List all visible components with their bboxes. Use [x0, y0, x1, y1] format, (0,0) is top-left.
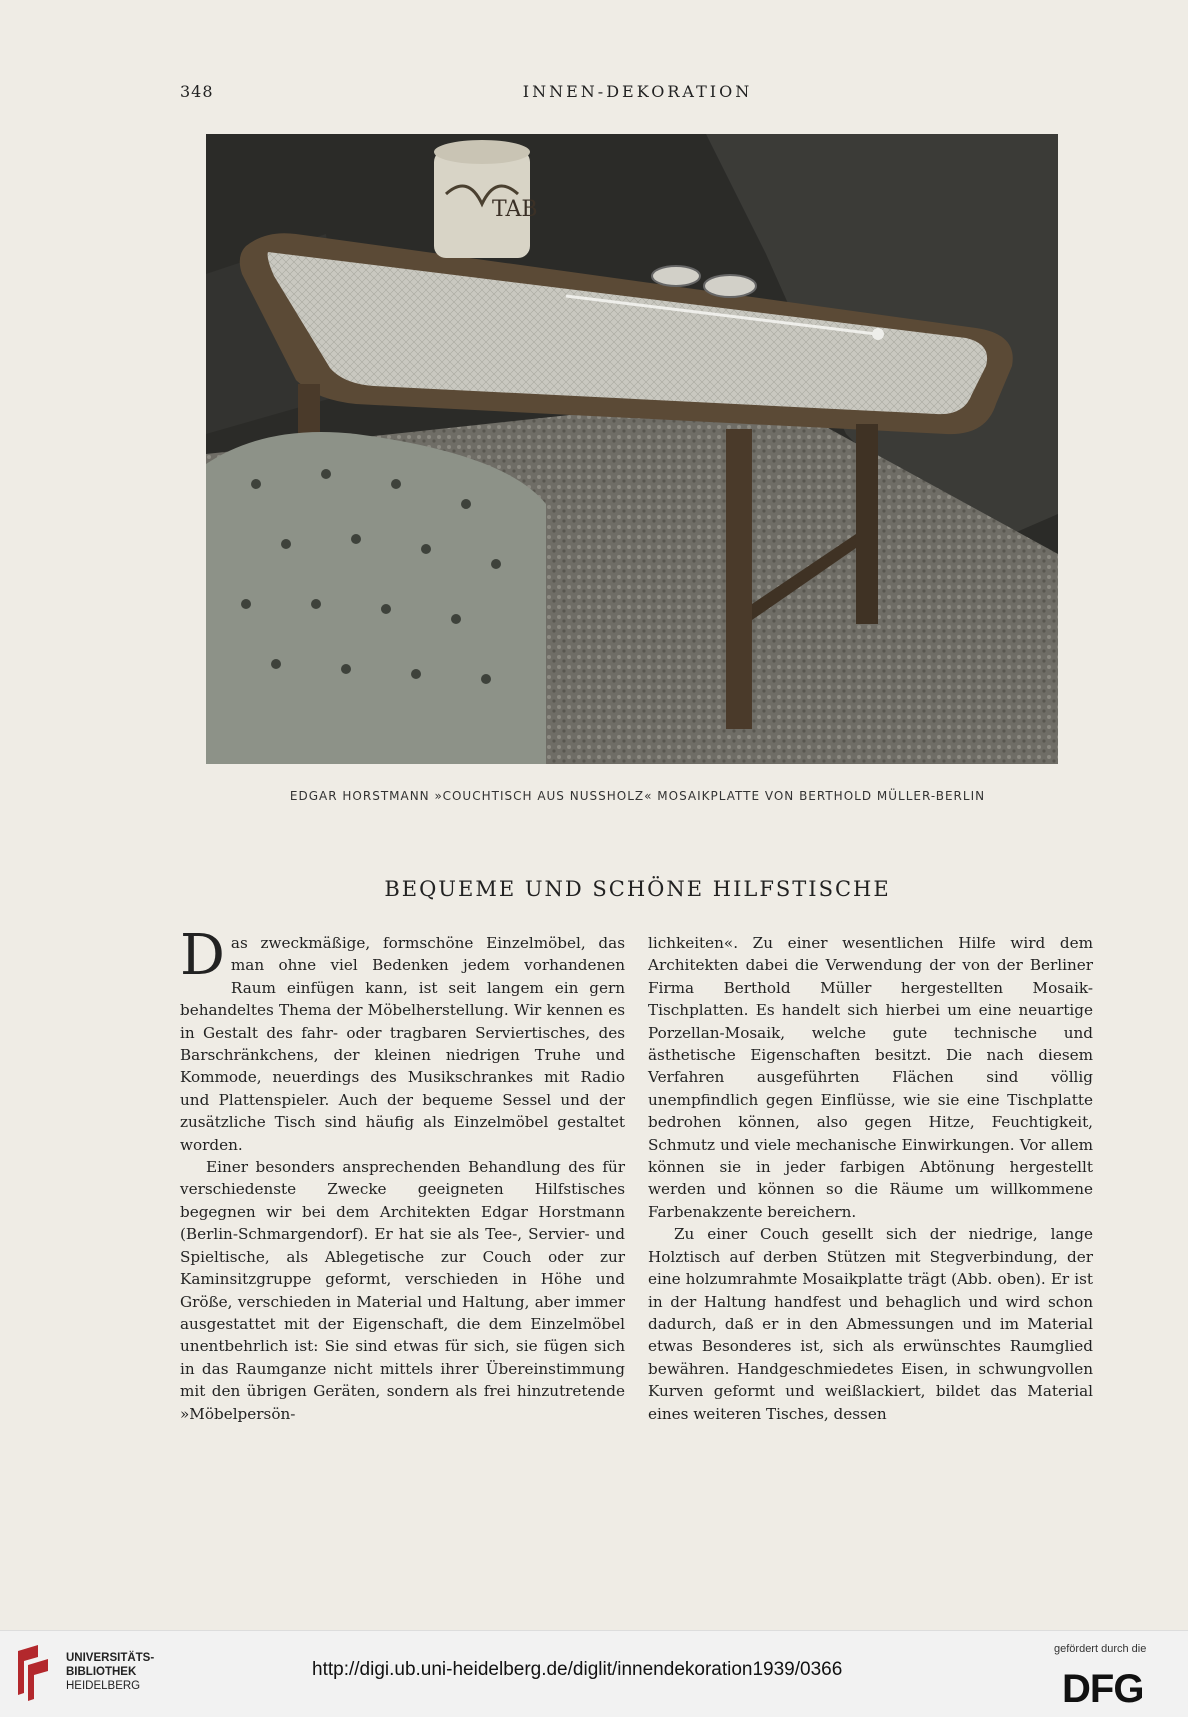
university-library-logo-icon: [14, 1643, 54, 1703]
permalink-url[interactable]: http://digi.ub.uni-heidelberg.de/diglit/innendekoration1939/0366: [312, 1659, 843, 1680]
digitization-footer: [0, 1630, 1188, 1717]
paragraph-text: as zweckmäßige, formschöne Einzelmöbel, das man ohne viel Bedenken jedem vorhandenen Raum einfügen kann, ist seit langem ein gern behandeltes Thema der Möbelherstellung. Wir kennen es in Gestalt des fahr- oder tragbaren Serviertisches, des Barschränkchens, der kleinen niedrigen Truhe und Kommode, neuerdings des Musikschrankes mit Radio und Plattenspieler. Auch der bequeme Sessel und der zusätzliche Tisch sind häufig als Einzelmöbel gestaltet worden.: [180, 934, 625, 1154]
paragraph: [180, 923, 625, 1156]
library-name: [66, 1651, 154, 1693]
article-title: BEQUEME UND SCHÖNE HILFSTISCHE: [384, 877, 891, 901]
paragraph: lichkeiten«. Zu einer wesentlichen Hilfe wird dem Architekten dabei die Verwendung der von der Berliner Firma Berthold Müller hergestellten Mosaik-Tischplatten. Es handelt sich hierbei um eine neuartige Porzellan-Mosaik, welche gute technische und ästhetische Eigenschaften besitzt. Die nach diesem Verfahren ausgeführten Flächen sind völlig unempfindlich gegen Einflüsse, wie sie eine Tischplatte bedrohen können, also gegen Hitze, Feuchtigkeit, Schmutz und viele mechanische Einwirkungen. Vor allem können sie in jeder farbigen Abtönung hergestellt werden und können so die Räume um willkommene Farbenakzente bereichern.: [648, 934, 1093, 1221]
text-column-right: [648, 932, 1093, 1425]
funded-by-text: gefördert durch die: [1054, 1643, 1147, 1655]
page-number: 348: [180, 82, 214, 101]
dfg-logo: DFG: [1062, 1667, 1144, 1711]
jar-label: TAB: [492, 197, 538, 222]
running-title: INNEN-DEKORATION: [522, 82, 753, 101]
text-column-left: [180, 923, 625, 1425]
library-name-line: UNIVERSITÄTS-: [66, 1652, 155, 1664]
library-name-line: BIBLIOTHEK: [66, 1666, 137, 1678]
figure-caption: EDGAR HORSTMANN »COUCHTISCH AUS NUSSHOLZ« MOSAIKPLATTE VON BERTHOLD MÜLLER-BERLIN: [289, 789, 986, 803]
table-photograph: [206, 134, 1058, 764]
drop-cap: D: [180, 923, 225, 988]
photo-illustration: [206, 134, 1058, 764]
library-name-line: HEIDELBERG: [66, 1680, 141, 1692]
paragraph: Zu einer Couch gesellt sich der niedrige, lange Holztisch auf derben Stützen mit Stegverbindung, der eine holzumrahmte Mosaikplatte trägt (Abb. oben). Er ist in der Haltung handfest und behaglich und wird schon dadurch, daß er in den Abmessungen und im Material etwas Besonderes ist, sich als erwünschtes Raumglied bewähren. Handgeschmiedetes Eisen, in schwungvollen Kurven geformt und weißlackiert, bildet das Material eines weiteren Tisches, dessen: [648, 1225, 1093, 1423]
paragraph: Einer besonders ansprechenden Behandlung des für verschiedenste Zwecke geeigneten Hilfstisches begegnen wir bei dem Architekten Edgar Horstmann (Berlin-Schmargendorf). Er hat sie als Tee-, Servier- und Spieltische, als Ablegetische zur Couch oder zur Kaminsitzgruppe geformt, verschieden in Höhe und Größe, verschieden in Material und Haltung, aber immer ausgestattet mit der Eigenschaft, die dem Einzelmöbel unentbehrlich ist: Sie sind etwas für sich, sie fügen sich in das Raumganze nicht mittels ihrer Übereinstimmung mit den übrigen Geräten, sondern als frei hinzutretende »Möbelpersön-: [180, 1158, 625, 1423]
